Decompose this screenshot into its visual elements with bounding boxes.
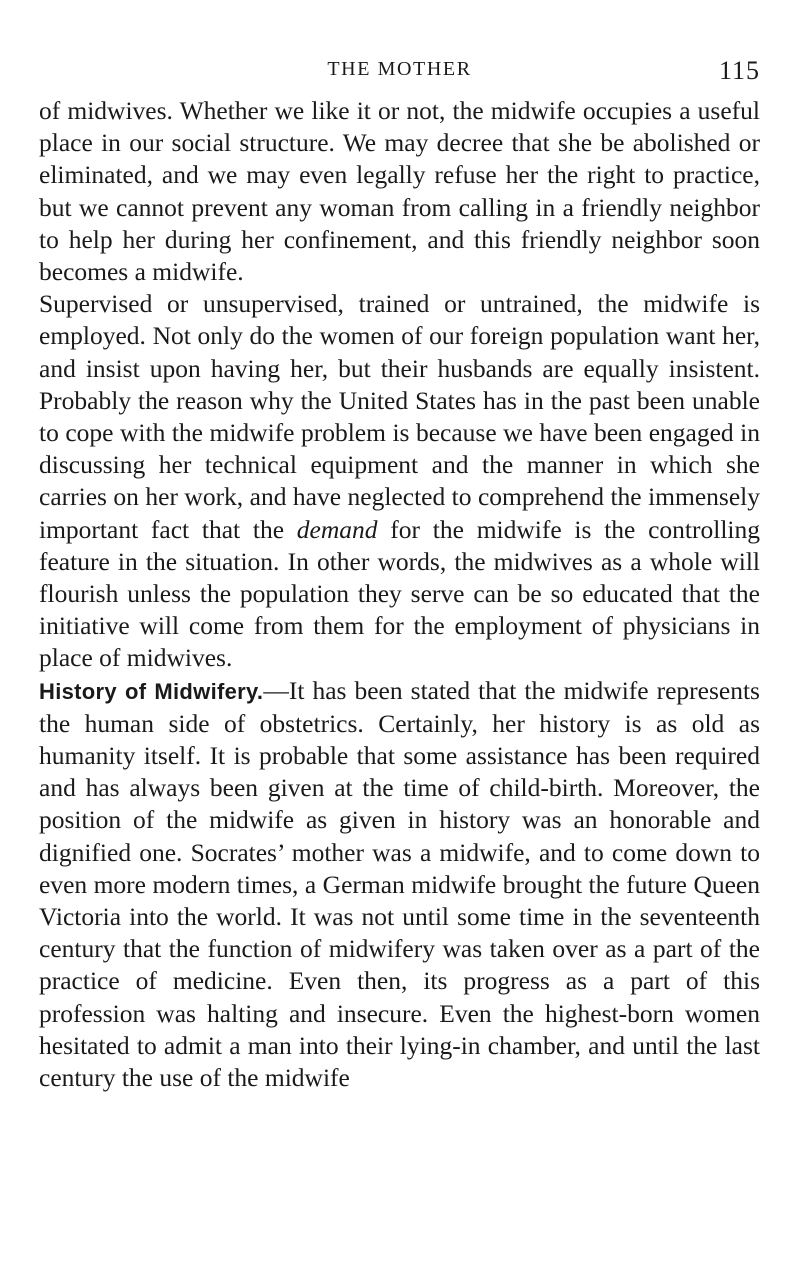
paragraph-3	[39, 675, 760, 1095]
paragraph-2-text-before: Supervised or unsupervised, trained or untrained, the midwife is employed. Not only do the women of our foreign population want her, and insist upon having her, but their husbands are equally insistent. Probably the reason why the United States has in the past been unable to cope with the midwife problem is because we have been engaged in discussing her technical equipment and the manner in which she carries on her work, and have neglected to comprehend the immensely important fact that the	[39, 289, 760, 544]
paragraph-3-text: —It has been stated that the midwife represents the human side of obstetrics. Certainly, her history is as old as humanity itself. It is probable that some assistance has been required and has always been given at the time of child-birth. Moreover, the position of the midwife as given in history was an honorable and dignified one. Socrates’ mother was a midwife, and to come down to even more modern times, a German midwife brought the future Queen Victoria into the world. It was not until some time in the seventeenth century that the function of midwifery was taken over as a part of the practice of medicine. Even then, its progress as a part of this profession was halting and insecure. Even the highest-born women hesitated to admit a man into their lying-in chamber, and until the last century the use of the midwife	[39, 675, 760, 1093]
paragraph-1: of midwives. Whether we like it or not, the midwife occupies a useful place in our social structure. We may decree that she be abolished or eliminated, and we may even legally refuse her the right to practice, but we cannot prevent any woman from calling in a friendly neighbor to help her during her confinement, and this friendly neighbor soon becomes a midwife.	[39, 96, 760, 287]
running-head	[39, 58, 760, 88]
running-title: THE MOTHER	[327, 58, 472, 80]
paragraph-2-text-after: for the midwife is the controlling feature in the situation. In other words, the midwives as a whole will flourish unless the population they serve can be so educated that the initiative will come from them for the employment of physicians in place of midwives.	[39, 514, 761, 673]
paragraph-2	[39, 288, 760, 674]
book-page	[39, 0, 760, 1280]
section-heading: History of Midwifery.	[39, 678, 264, 704]
body-text	[39, 95, 760, 1094]
page-number: 115	[718, 56, 760, 85]
emphasized-word: demand	[296, 514, 378, 544]
